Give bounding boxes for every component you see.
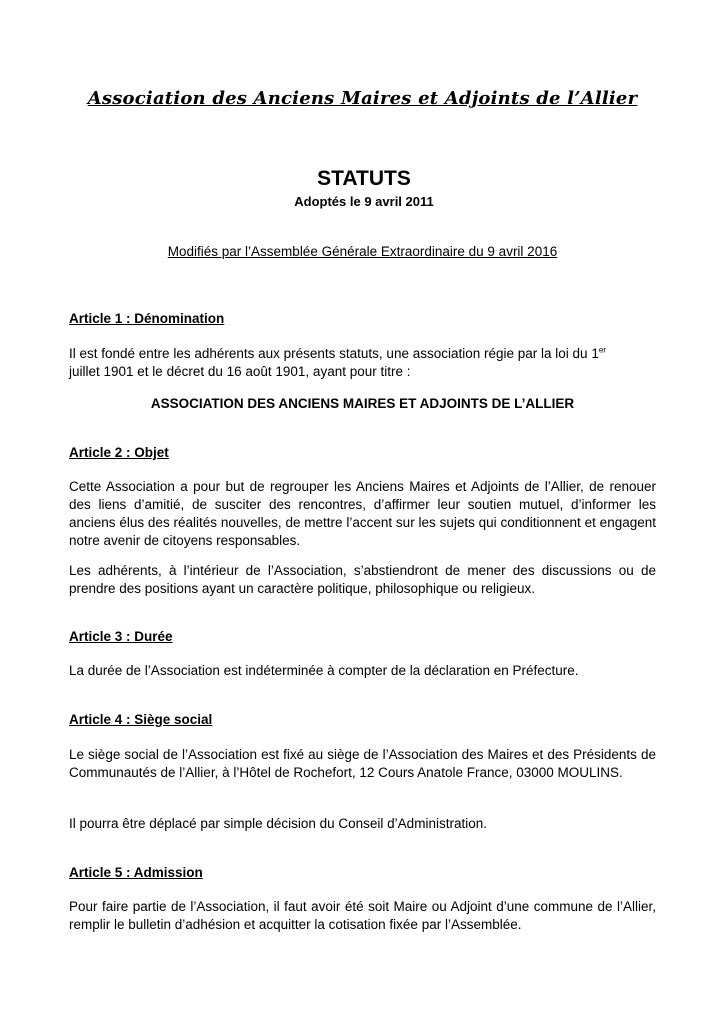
article-1-text-part1: Il est fondé entre les adhérents aux présents statuts, une association régie par la loi du 1 [69,346,599,361]
article-1-heading: Article 1 : Dénomination [69,311,225,326]
article-4-paragraph-1: Le siège social de l’Association est fixé au siège de l’Association des Maires et des Présidents de Communautés de l’Allier, à l’Hôtel de Rochefort, 12 Cours Anatole France, 03000 MOULINS. [69,747,656,780]
association-title: Association des Anciens Maires et Adjoints de l’Allier [87,88,638,109]
article-5-heading: Article 5 : Admission [69,865,203,880]
article-4-paragraph-2: Il pourra être déplacé par simple décision du Conseil d’Administration. [69,816,487,831]
article-1-text [69,345,656,381]
article-4-heading: Article 4 : Siège social [69,712,213,727]
article-3-heading: Article 3 : Durée [69,629,173,644]
article-3-paragraph-1: La durée de l’Association est indéterminée à compter de la déclaration en Préfecture. [69,663,579,678]
adoption-date: Adoptés le 9 avril 2011 [294,194,434,209]
article-2-paragraph-1: Cette Association a pour but de regrouper les Anciens Maires et Adjoints de l’Allier, de renouer des liens d’amitié, de susciter des rencontres, d’affirmer leur soutien mutuel, d’informer les anciens élus des réalités nouvelles, de mettre l’accent sur les sujets qui conditionnent et engagent notre avenir de citoyens responsables. [69,479,656,548]
association-name: ASSOCIATION DES ANCIENS MAIRES ET ADJOINTS DE L’ALLIER [150,396,575,411]
article-1-text-part2: juillet 1901 et le décret du 16 août 1901, ayant pour titre : [69,364,411,379]
article-2-paragraph-2: Les adhérents, à l’intérieur de l’Association, s’abstiendront de mener des discussions ou de prendre des positions ayant un caractère politique, philosophique ou religieux. [69,563,656,596]
article-5-paragraph-1: Pour faire partie de l’Association, il faut avoir été soit Maire ou Adjoint d’une commune de l’Allier, remplir le bulletin d’adhésion et acquitter la cotisation fixée par l’Assemblée. [69,899,656,932]
document-title: STATUTS [317,167,411,190]
article-2-heading: Article 2 : Objet [69,445,169,460]
modification-note: Modifiés par l’Assemblée Générale Extraordinaire du 9 avril 2016 [167,244,558,259]
article-1-text-superscript: er [598,345,606,355]
